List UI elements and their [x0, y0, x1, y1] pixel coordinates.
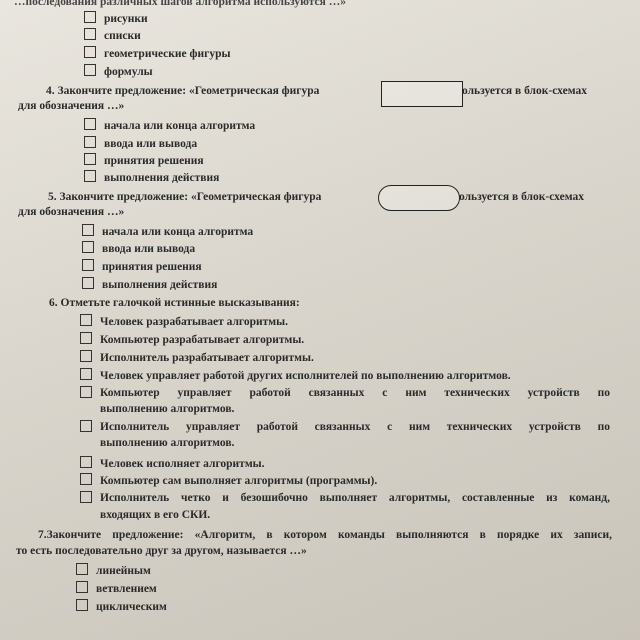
option-q5-3[interactable]: принятия решения	[82, 259, 202, 274]
checkbox[interactable]	[82, 224, 94, 236]
checkbox[interactable]	[84, 46, 96, 58]
oval-shape-icon	[378, 185, 460, 211]
statement-5-line-1: Компьютер управляет работой связанных с ним технических устройств по	[100, 387, 610, 399]
statement-2[interactable]: Компьютер разрабатывает алгоритмы.	[80, 332, 304, 347]
checkbox[interactable]	[84, 28, 96, 40]
statement-1[interactable]: Человек разрабатывает алгоритмы.	[80, 314, 288, 329]
checkbox[interactable]	[80, 332, 92, 344]
checkbox[interactable]	[80, 420, 92, 432]
option-q3-1[interactable]: рисунки	[84, 11, 148, 26]
option-q4-4[interactable]: выполнения действия	[84, 170, 219, 185]
checkbox[interactable]	[84, 64, 96, 76]
checkbox[interactable]	[80, 491, 92, 503]
top-cut-line: …последования различных шагов алгоритма используются …»	[14, 0, 347, 8]
checkbox[interactable]	[80, 473, 92, 485]
statement-9-line-1: Исполнитель четко и безошибочно выполняет алгоритмы, составленные из команд,	[100, 492, 610, 504]
statement-9-line-2: входящих в его СКИ.	[100, 509, 211, 521]
statement-5-line-2: выполнению алгоритмов.	[100, 403, 235, 415]
statement-6-line-1: Исполнитель управляет работой связанных с ним технических устройств по	[100, 421, 610, 433]
checkbox[interactable]	[84, 170, 96, 182]
checkbox[interactable]	[84, 153, 96, 165]
statement-9-checkbox-row[interactable]	[80, 491, 100, 506]
checkbox[interactable]	[76, 599, 88, 611]
statement-8[interactable]: Компьютер сам выполняет алгоритмы (программы).	[80, 473, 377, 488]
checkbox[interactable]	[82, 259, 94, 271]
question-4-text: 4. Закончите предложение: «Геометрическая фигура	[46, 85, 320, 97]
checkbox[interactable]	[84, 136, 96, 148]
option-q4-3[interactable]: принятия решения	[84, 153, 204, 168]
checkbox[interactable]	[82, 241, 94, 253]
option-q5-2[interactable]: ввода или вывода	[82, 241, 195, 256]
option-q3-3[interactable]: геометрические фигуры	[84, 46, 230, 61]
checkbox[interactable]	[82, 277, 94, 289]
option-q3-2[interactable]: списки	[84, 28, 141, 43]
statement-7[interactable]: Человек исполняет алгоритмы.	[80, 456, 265, 471]
option-q3-4[interactable]: формулы	[84, 64, 153, 79]
checkbox[interactable]	[80, 314, 92, 326]
checkbox[interactable]	[80, 456, 92, 468]
checkbox[interactable]	[80, 386, 92, 398]
statement-5-checkbox-row[interactable]	[80, 386, 100, 401]
option-q7-1[interactable]: линейным	[76, 563, 151, 578]
question-5-cont: для обозначения …»	[18, 206, 125, 218]
option-q4-2[interactable]: ввода или вывода	[84, 136, 197, 151]
question-7-line-2: то есть последовательно друг за другом, называется …»	[16, 545, 307, 557]
option-q4-1[interactable]: начала или конца алгоритма	[84, 118, 255, 133]
checkbox[interactable]	[76, 581, 88, 593]
checkbox[interactable]	[84, 11, 96, 23]
option-q5-1[interactable]: начала или конца алгоритма	[82, 224, 253, 239]
statement-4[interactable]: Человек управляет работой других исполнителей по выполнению алгоритмов.	[80, 368, 511, 383]
option-q5-4[interactable]: выполнения действия	[82, 277, 217, 292]
statement-3[interactable]: Исполнитель разрабатывает алгоритмы.	[80, 350, 314, 365]
checkbox[interactable]	[80, 368, 92, 380]
question-6-title: 6. Отметьте галочкой истинные высказывания:	[49, 297, 300, 309]
checkbox[interactable]	[76, 563, 88, 575]
question-5-text: 5. Закончите предложение: «Геометрическая фигура	[48, 191, 322, 203]
question-4-text-end: ользуется в блок-схемах	[462, 85, 587, 97]
statement-6-line-2: выполнению алгоритмов.	[100, 437, 235, 449]
statement-6-checkbox-row[interactable]	[80, 420, 100, 435]
question-7-line-1: 7.Закончите предложение: «Алгоритм, в котором команды выполняются в порядке их записи,	[38, 529, 612, 541]
checkbox[interactable]	[80, 350, 92, 362]
checkbox[interactable]	[84, 118, 96, 130]
rectangle-shape-icon	[381, 81, 463, 107]
question-4-cont: для обозначения …»	[18, 100, 125, 112]
option-q7-3[interactable]: циклическим	[76, 599, 167, 614]
question-5-text-end: ользуется в блок-схемах	[459, 191, 584, 203]
option-q7-2[interactable]: ветвлением	[76, 581, 157, 596]
